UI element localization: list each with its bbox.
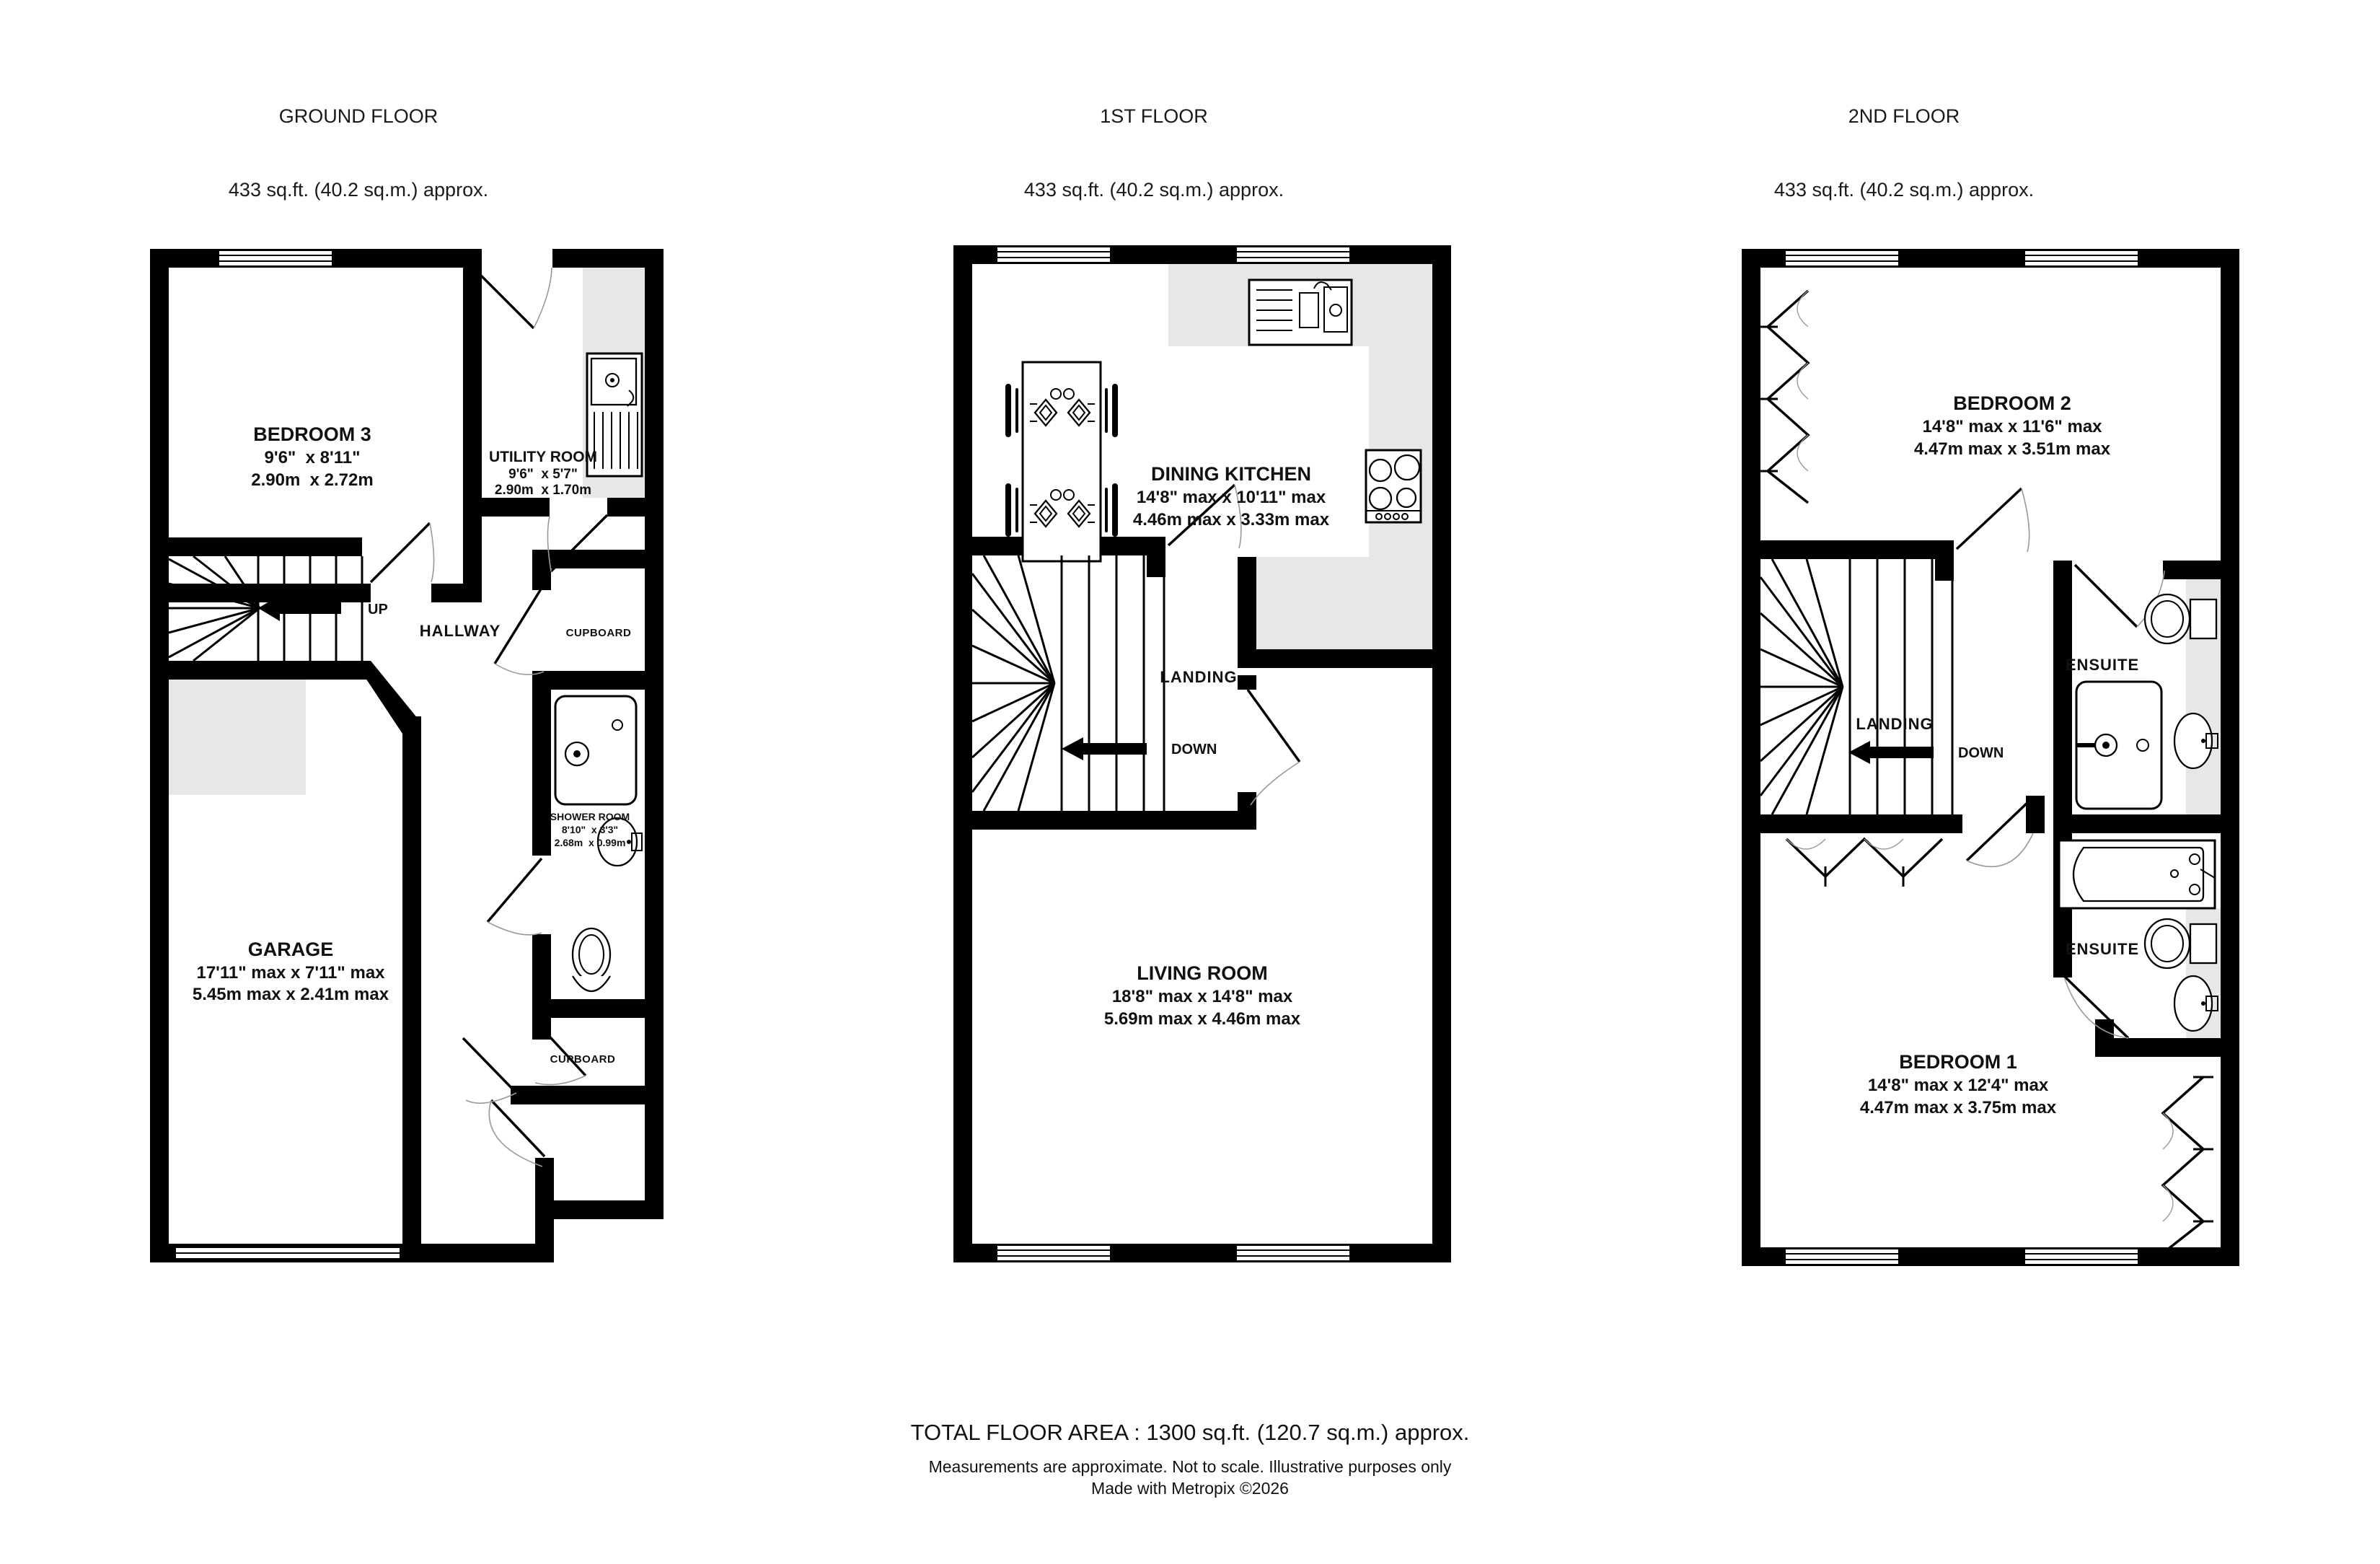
wardrobe-icon <box>1786 839 1942 887</box>
up-label: UP <box>368 602 388 618</box>
bedroom3-imperial: 9'6" x 8'11" <box>264 448 361 467</box>
living-door-leaf <box>1248 690 1300 762</box>
ensuite-top-door-leaf <box>2075 565 2137 627</box>
front-door-leaf <box>491 1100 545 1156</box>
bedroom3-label: BEDROOM 3 <box>253 423 371 445</box>
second-floor-title: 2ND FLOOR <box>1848 105 1960 127</box>
total-floor-area: TOTAL FLOOR AREA : 1300 sq.ft. (120.7 sq.m.) approx. <box>910 1420 1470 1445</box>
down-label: DOWN <box>1171 742 1217 757</box>
toilet-icon <box>2145 919 2216 968</box>
bedroom1-imperial: 14'8" max x 12'4" max <box>1867 1076 2049 1095</box>
shower-door-leaf <box>488 858 542 922</box>
second-floor-subtitle: 433 sq.ft. (40.2 sq.m.) approx. <box>1773 179 2035 201</box>
garage-grey-patch <box>169 680 306 795</box>
bedroom2-door-leaf <box>1957 488 2022 549</box>
first-floor-title: 1ST FLOOR <box>1100 105 1208 127</box>
bedroom3-door-leaf <box>371 523 430 582</box>
stairs-icon <box>1760 559 1952 814</box>
utility-imperial: 9'6" x 5'7" <box>508 467 578 482</box>
wardrobe-icon <box>1758 291 1808 503</box>
garage-label: GARAGE <box>247 939 334 960</box>
living-label: LIVING ROOM <box>1137 962 1268 984</box>
cupboard-bottom-door-arc <box>535 1076 586 1084</box>
wardrobe-icon <box>2163 1077 2213 1253</box>
toilet-icon <box>2145 594 2216 643</box>
shower-tray-icon <box>555 696 636 804</box>
down-arrow-icon <box>1062 737 1147 760</box>
cupboard-bottom-door-leaf <box>534 1019 586 1076</box>
shower-door-arc <box>488 922 542 935</box>
utility-metric: 2.90m x 1.70m <box>494 483 592 498</box>
hall-door-leaf <box>463 1038 516 1093</box>
cupboard-top-label: CUPBOARD <box>565 627 632 639</box>
hallway-label: HALLWAY <box>419 622 501 640</box>
bedroom3-metric: 2.90m x 2.72m <box>251 470 374 490</box>
cupboard-bottom-label: CUPBOARD <box>550 1053 616 1066</box>
shower-imperial: 8'10" x 3'3" <box>561 824 619 835</box>
stairs-icon <box>972 555 1164 811</box>
bedroom1-label: BEDROOM 1 <box>1899 1051 2017 1073</box>
second-floor-header <box>1688 55 2120 251</box>
bedroom2-metric: 4.47m max x 3.51m max <box>1913 439 2111 459</box>
ground-floor-plan <box>150 249 664 1266</box>
dining-label: DINING KITCHEN <box>1151 463 1311 485</box>
footer <box>0 1420 2380 1499</box>
first-floor-subtitle: 433 sq.ft. (40.2 sq.m.) approx. <box>1023 179 1284 201</box>
garage-door <box>176 1248 400 1258</box>
kitchen-sink-icon <box>1249 280 1352 345</box>
garage-metric: 5.45m max x 2.41m max <box>192 985 389 1004</box>
landing-label: LANDING <box>1160 668 1238 686</box>
hall-door-arc <box>466 1093 516 1103</box>
bedroom2-label: BEDROOM 2 <box>1953 392 2071 414</box>
dining-imperial: 14'8" max x 10'11" max <box>1136 488 1326 507</box>
made-with: Made with Metropix ©2026 <box>1091 1479 1289 1498</box>
landing-label: LANDING <box>1856 715 1934 733</box>
shower-tray-icon <box>2076 682 2161 809</box>
ground-floor-header <box>142 55 575 251</box>
bedroom2-imperial: 14'8" max x 11'6" max <box>1922 417 2102 436</box>
first-floor-plan <box>953 245 1451 1262</box>
shower-label: SHOWER ROOM <box>550 811 630 822</box>
bedroom1-metric: 4.47m max x 3.75m max <box>1859 1098 2057 1117</box>
dining-table-icon <box>1008 362 1115 561</box>
bedroom3-window <box>219 250 332 266</box>
back-door-opening <box>473 249 552 268</box>
shower-metric: 2.68m x 0.99m <box>554 837 626 848</box>
second-floor-plan <box>1742 249 2239 1266</box>
down-label: DOWN <box>1958 745 2004 761</box>
back-door-leaf <box>473 268 534 328</box>
toilet-icon <box>573 928 610 991</box>
dining-metric: 4.46m max x 3.33m max <box>1132 510 1330 530</box>
garage-imperial: 17'11" max x 7'11" max <box>196 963 385 983</box>
front-door-arc <box>489 1100 542 1167</box>
utility-label: UTILITY ROOM <box>488 449 598 465</box>
down-arrow-icon <box>1848 741 1934 764</box>
bedroom3-door-arc <box>430 523 434 582</box>
ensuite-bottom-label: ENSUITE <box>2065 940 2140 958</box>
bathtub-icon <box>2059 840 2215 908</box>
back-door-arc <box>534 268 552 328</box>
ground-floor-title: GROUND FLOOR <box>278 105 438 127</box>
cupboard-top-door-leaf <box>495 588 542 664</box>
ground-floor-subtitle: 433 sq.ft. (40.2 sq.m.) approx. <box>228 179 489 201</box>
bedroom1-door-leaf <box>1967 800 2030 861</box>
first-floor-header <box>938 55 1370 251</box>
living-imperial: 18'8" max x 14'8" max <box>1111 987 1293 1006</box>
living-door-arc <box>1251 762 1300 805</box>
ensuite-top-label: ENSUITE <box>2065 656 2140 674</box>
living-metric: 5.69m max x 4.46m max <box>1103 1009 1301 1029</box>
bedroom2-door-arc <box>2022 488 2029 552</box>
hob-icon <box>1366 450 1421 522</box>
disclaimer: Measurements are approximate. Not to scale. Illustrative purposes only <box>928 1457 1452 1476</box>
